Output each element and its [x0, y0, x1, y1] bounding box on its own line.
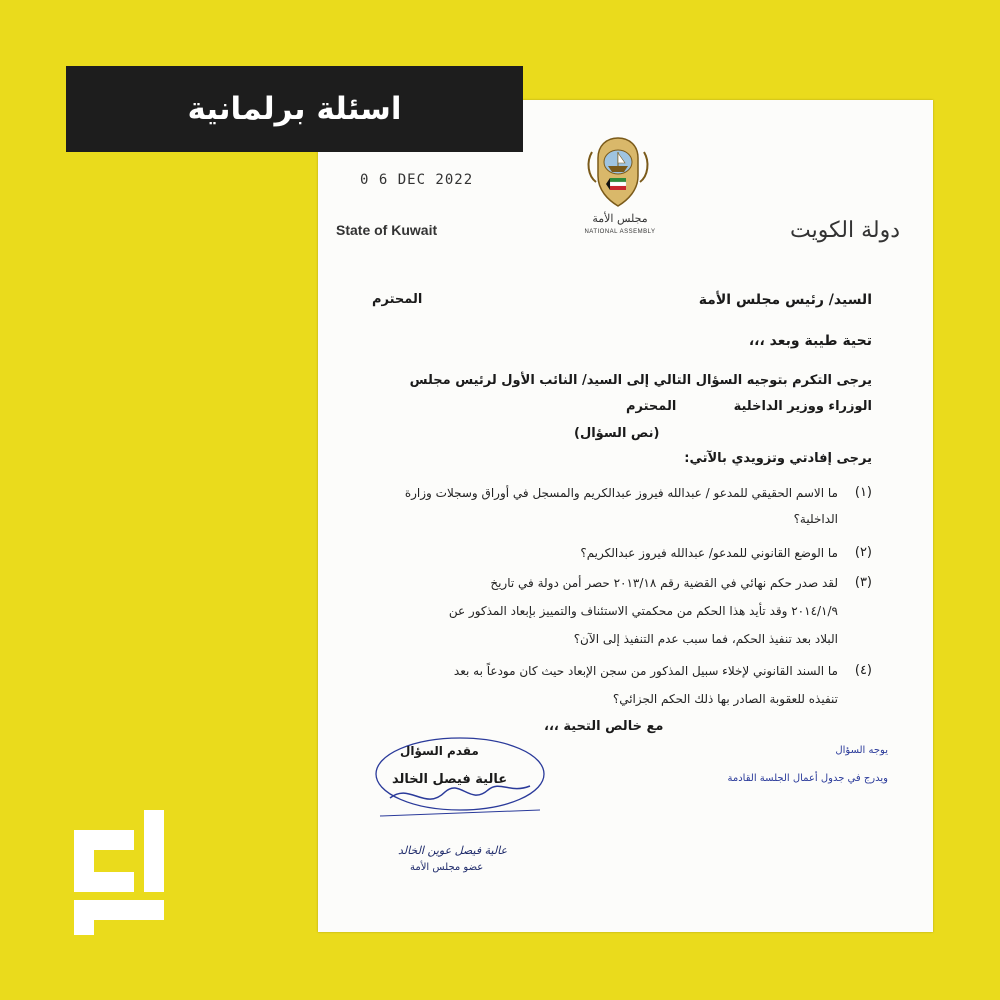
q4-line-1: ما السند القانوني لإخلاء سبيل المذكور من سجن الإبعاد حيث كان مودعاً به بعد	[453, 664, 838, 678]
national-assembly-emblem-icon	[578, 132, 658, 212]
q3-line-2: ٢٠١٤/١/٩ وقد تأيد هذا الحكم من محكمتي الاستئناف والتمييز بإبعاد المذكور عن	[448, 604, 838, 618]
closing: مع خالص التحية ،،،	[544, 719, 664, 734]
q1-line-1: ما الاسم الحقيقي للمدعو / عبدالله فيروز عبدالكريم والمسجل في أوراق وسجلات وزارة	[404, 486, 838, 500]
stamp-title: عضو مجلس الأمة	[410, 862, 484, 873]
q2-number: (٢)	[854, 545, 872, 560]
addressee: السيد/ رئيس مجلس الأمة	[698, 292, 872, 308]
date-stamp: 0 6 DEC 2022	[360, 172, 474, 188]
intro-honorific: المحترم	[626, 399, 677, 414]
signature-name: عالية فيصل الخالد	[392, 772, 508, 787]
q3-number: (٣)	[854, 575, 872, 590]
brand-logo-icon	[64, 800, 204, 940]
note-direct-question: يوجه السؤال	[835, 745, 888, 756]
emblem-caption-english: NATIONAL ASSEMBLY	[584, 229, 656, 235]
request-line: يرجى إفادتي وتزويدي بالآتي:	[684, 451, 872, 466]
q3-line-1: لقد صدر حكم نهائي في القضية رقم ٢٠١٣/١٨ حصر أمن دولة في تاريخ	[490, 576, 838, 590]
emblem-caption-arabic: مجلس الأمة	[592, 212, 648, 225]
signature-label: مقدم السؤال	[400, 744, 479, 758]
state-name-english: State of Kuwait	[336, 222, 438, 238]
addressee-honorific: المحترم	[372, 292, 423, 307]
q4-number: (٤)	[854, 663, 872, 678]
q4-line-2: تنفيذه للعقوبة الصادر بها ذلك الحكم الجزائي؟	[612, 692, 838, 706]
q3-line-3: البلاد بعد تنفيذ الحكم، فما سبب عدم التنفيذ إلى الآن؟	[573, 632, 838, 646]
q1-number: (١)	[854, 485, 872, 500]
stamp-name: عالية فيصل عوين الخالد	[398, 844, 508, 857]
banner-title: اسئلة برلمانية	[187, 91, 402, 127]
intro-line-1: يرجى التكرم بتوجيه السؤال التالي إلى السيد/ النائب الأول لرئيس مجلس	[409, 373, 872, 388]
q1-line-2: الداخلية؟	[793, 512, 838, 526]
title-banner	[66, 66, 523, 152]
q2-line-1: ما الوضع القانوني للمدعو/ عبدالله فيروز عبدالكريم؟	[580, 546, 838, 560]
greeting: تحية طيبة وبعد ،،،	[748, 333, 872, 349]
note-agenda: ويدرج في جدول أعمال الجلسة القادمة	[727, 773, 888, 784]
question-heading: (نص السؤال)	[574, 426, 660, 441]
state-name-arabic: دولة الكويت	[790, 218, 900, 243]
intro-line-2: الوزراء ووزير الداخلية	[733, 399, 872, 414]
